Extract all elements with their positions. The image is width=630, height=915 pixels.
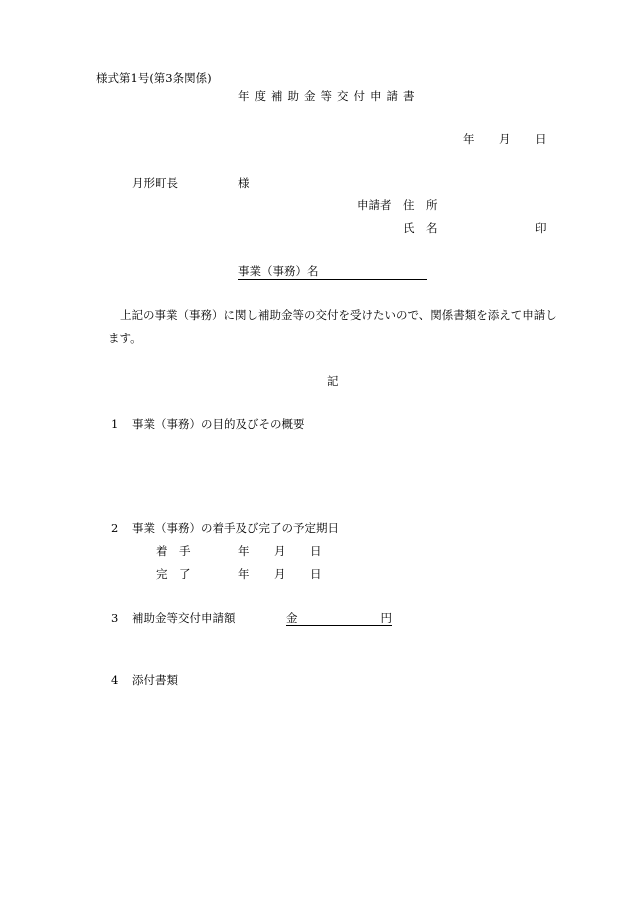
start-day-label: 日 [310,544,322,558]
addressee-honorific: 様 [238,176,250,190]
address-label: 住 所 [403,198,438,212]
item-2-number: 2 [111,521,119,535]
applicant-label: 申請者 [357,198,392,212]
end-year-label: 年 [238,567,250,581]
item-1-number: 1 [111,417,119,431]
name-label: 氏 名 [403,221,438,235]
start-label: 着 手 [156,544,191,558]
body-line-2: ます。 [108,331,142,345]
amount-underline [286,611,392,626]
item-1-text: 事業（事務）の目的及びその概要 [132,417,305,431]
body-line-1: 上記の事業（事務）に関し補助金等の交付を受けたいので、関係書類を添えて申請し [120,308,557,322]
date-month-label: 月 [499,132,511,146]
item-3-text: 補助金等交付申請額 [132,611,236,625]
end-month-label: 月 [274,567,286,581]
start-year-label: 年 [238,544,250,558]
end-label: 完 了 [156,567,191,581]
date-year-label: 年 [463,132,475,146]
item-4-number: 4 [111,673,119,687]
item-3-number: 3 [111,611,119,625]
end-day-label: 日 [310,567,322,581]
start-month-label: 月 [274,544,286,558]
addressee-name: 月形町長 [132,176,178,190]
project-name-label: 事業（事務）名 [238,264,427,280]
amount-kin-label: 金 [286,611,298,625]
item-4-text: 添付書類 [132,673,178,687]
amount-yen-label: 円 [380,611,392,625]
form-title: 年度補助金等交付申請書 [238,89,420,103]
date-day-label: 日 [535,132,547,146]
form-number: 様式第1号(第3条関係) [96,71,212,85]
ki-heading: 記 [327,374,339,388]
item-2-text: 事業（事務）の着手及び完了の予定期日 [132,521,339,535]
seal-mark: 印 [535,221,547,235]
